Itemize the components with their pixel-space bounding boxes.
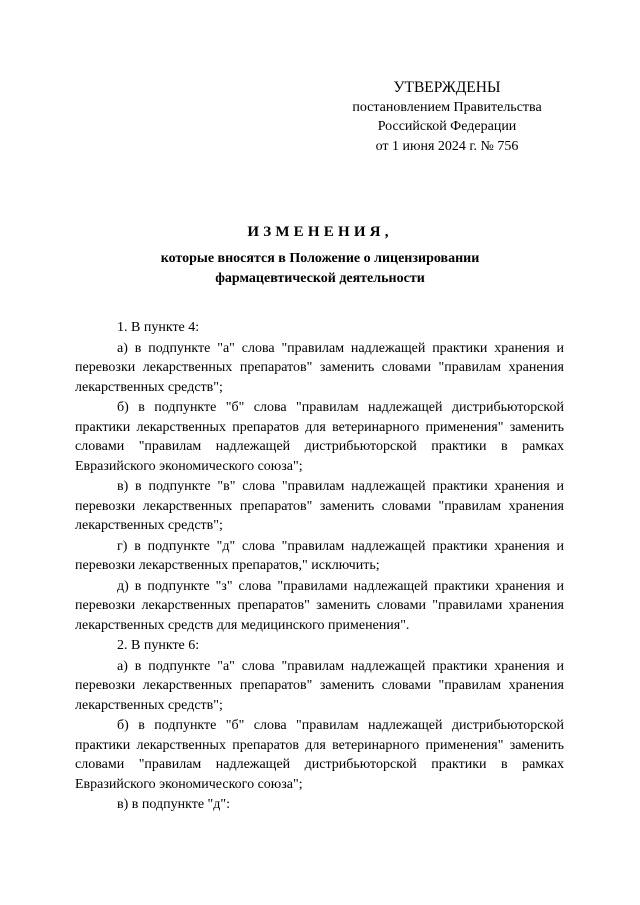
document-subtitle (100, 249, 540, 288)
document-title: ИЗМЕНЕНИЯ, (247, 224, 393, 240)
paragraph: 2. В пункте 6: (117, 638, 200, 653)
paragraph: в) в подпункте "в" слова "правилам надлежащей практики хранения и перевозки лекарственных препаратов" заменить словами "правилам хранения лекарственных средств"; (75, 479, 564, 533)
paragraph: д) в подпункте "з" слова "правилами надлежащей практики хранения и перевозки лекарственных препаратов" заменить словами "правилами хранения лекарственных средств для медицинского применения". (75, 578, 564, 633)
paragraph: а) в подпункте "а" слова "правилам надлежащей практики хранения и перевозки лекарственных препаратов" заменить словами "правилам хранения лекарственных средств"; (75, 340, 564, 395)
subtitle-line: фармацевтической деятельности (215, 270, 425, 286)
paragraph: б) в подпункте "б" слова "правилам надлежащей дистрибьюторской практики лекарственных препаратов для ветеринарного применения" заменить словами "правилам надлежащей дистрибьюторской практики в рамках Евразийского экономического союза"; (75, 400, 564, 474)
approval-line: от 1 июня 2024 г. № 756 (375, 138, 519, 154)
approval-line: постановлением Правительства (352, 99, 542, 115)
paragraph: б) в подпункте "б" слова "правилам надлежащей дистрибьюторской практики лекарственных препаратов для ветеринарного применения" заменить словами "правилам надлежащей дистрибьюторской практики в рамках Евразийского экономического союза"; (75, 718, 564, 792)
subtitle-line: которые вносятся в Положение о лицензировании (160, 251, 480, 266)
paragraph: 1. В пункте 4: (117, 320, 200, 335)
document-body (75, 318, 564, 816)
approval-heading: УТВЕРЖДЕНЫ (393, 79, 501, 96)
approval-line: Российской Федерации (377, 119, 517, 134)
paragraph: а) в подпункте "а" слова "правилам надлежащей практики хранения и перевозки лекарственных препаратов" заменить словами "правилам хранения лекарственных средств"; (75, 658, 564, 713)
paragraph: г) в подпункте "д" слова "правилам надлежащей практики хранения и перевозки лекарственных препаратов," исключить; (75, 538, 564, 573)
approval-block (340, 78, 554, 156)
paragraph: в) в подпункте "д": (117, 797, 230, 812)
